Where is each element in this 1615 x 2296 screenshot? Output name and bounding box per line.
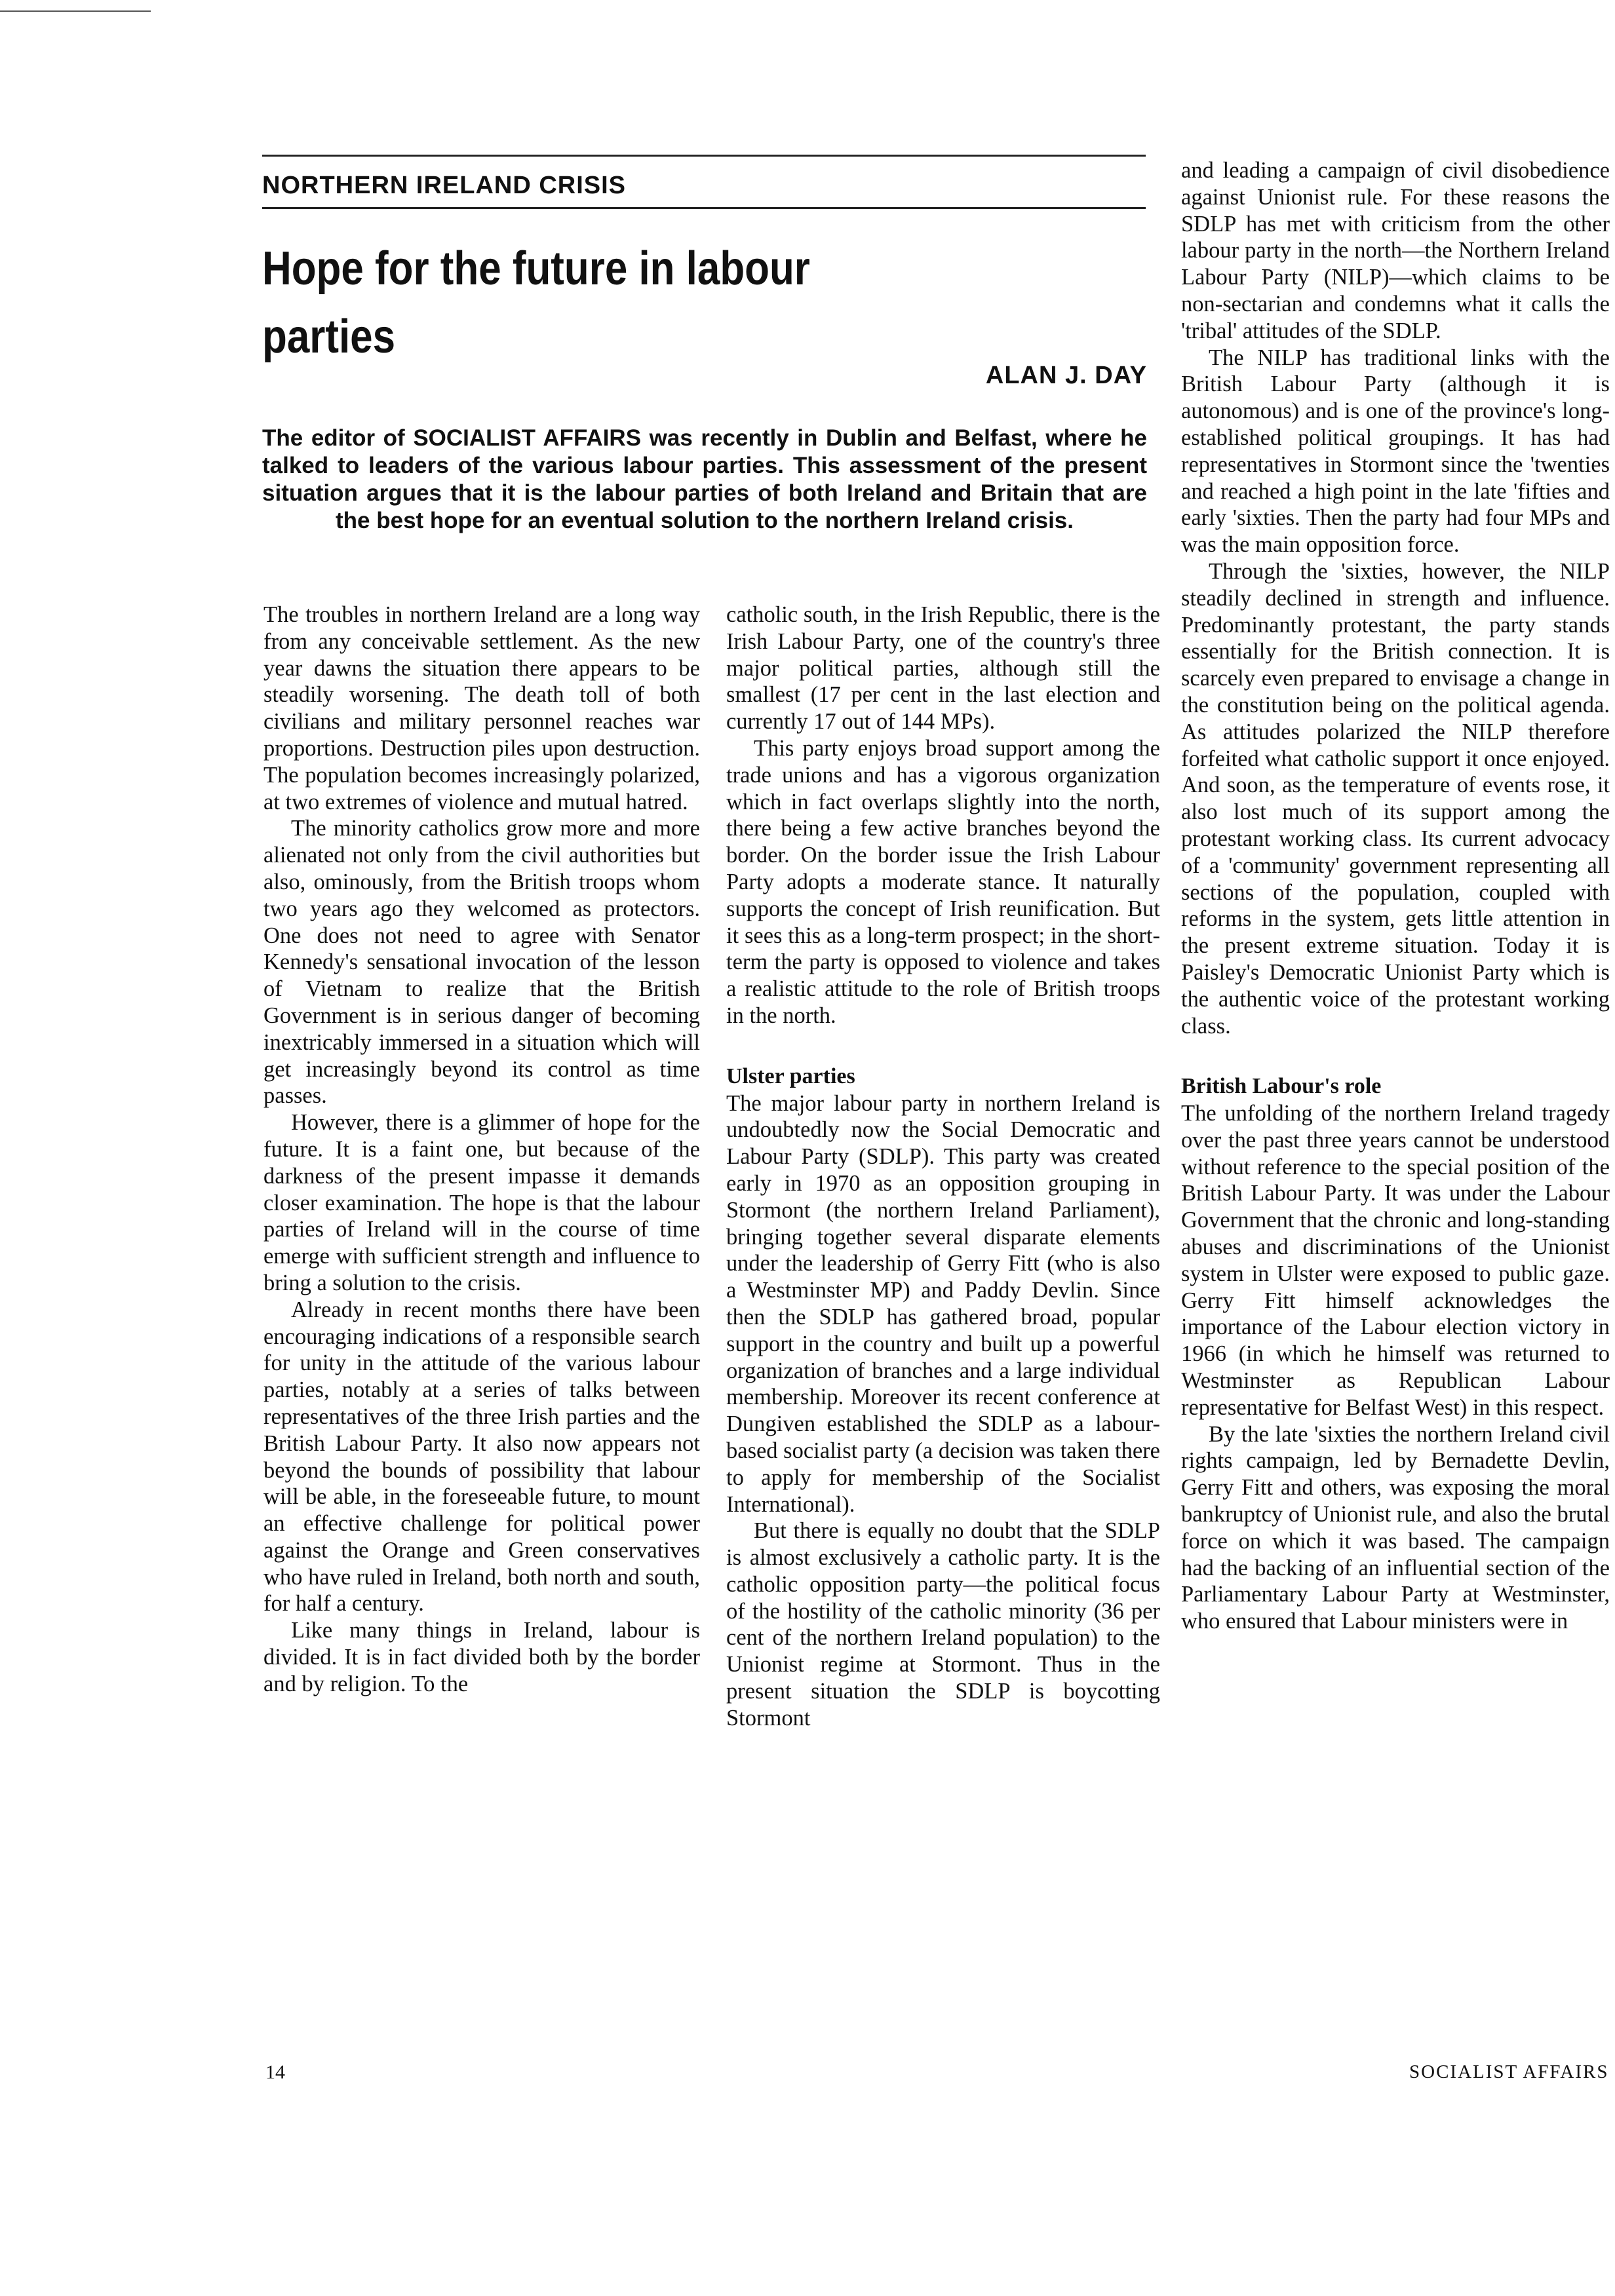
- subheading-ulster-parties: Ulster parties: [726, 1063, 855, 1088]
- scan-edge-line: [0, 10, 151, 12]
- paragraph: and leading a campaign of civil disobedience against Unionist rule. For these reasons the SDLP has met with criticism from the other labour party in the north—the Northern Ireland Labour Party (NILP)—which claims to be non-sectarian and condemns what it calls the 'tribal' attitudes of the SDLP.: [1181, 158, 1610, 343]
- article-column-3: [1181, 157, 1610, 1635]
- paragraph: The unfolding of the northern Ireland tragedy over the past three years cannot be understood without reference to the special position of the British Labour Party. It was under the Labour Government that the chronic and long-standing abuses and discriminations of the Unionist system in Ulster were exposed to public gaze. Gerry Fitt himself acknowledges the importance of the Labour election victory in 1966 (in which he himself was returned to Westminster as Republican Labour representative for Belfast West) in this respect.: [1181, 1101, 1610, 1420]
- section-rule: [262, 207, 1146, 209]
- section-label: NORTHERN IRELAND CRISIS: [262, 172, 627, 199]
- standfirst: The editor of SOCIALIST AFFAIRS was recently in Dublin and Belfast, where he talked to leaders of the various labour parties. This assessment of the present situation argues that it is the labour parties of both Ireland and Britain that are the best hope for an eventual solution to the northern Ireland crisis.: [262, 425, 1147, 533]
- paragraph: The troubles in northern Ireland are a long way from any conceivable settlement. As the new year dawns the situation there appears to be steadily worsening. The death toll of both civilians and military personnel reaches war proportions. Destruction piles upon destruction. The population becomes increasingly polarized, at two extremes of violence and mutual hatred.: [263, 602, 700, 814]
- paragraph: catholic south, in the Irish Republic, there is the Irish Labour Party, one of the country's three major political parties, although still the smallest (17 per cent in the last election and currently 17 out of 144 MPs).: [726, 602, 1160, 735]
- headline: Hope for the future in labour parties: [262, 242, 810, 363]
- paragraph: But there is equally no doubt that the SDLP is almost exclusively a catholic party. It is the catholic opposition party—the political focus of the hostility of the catholic minority (36 per cent of the northern Ireland population) to the Unionist regime at Stormont. Thus in the present situation the SDLP is boycotting Stormont: [726, 1518, 1160, 1731]
- paragraph: By the late 'sixties the northern Ireland civil rights campaign, led by Bernadette Devlin, Gerry Fitt and others, was exposing the moral bankruptcy of Unionist rule, and also the brutal force on which it was based. The campaign had the backing of an influential section of the Parliamentary Labour Party at Westminster, who ensured that Labour ministers were in: [1181, 1421, 1610, 1634]
- paragraph: The major labour party in northern Ireland is undoubtedly now the Social Democratic and Labour Party (SDLP). This party was created early in 1970 as an opposition grouping in Stormont (the northern Ireland Parliament), bringing together several disparate elements under the leadership of Gerry Fitt (who is also a Westminster MP) and Paddy Devlin. Since then the SDLP has gathered broad, popular support in the country and built up a powerful organization of branches and a large individual membership. Moreover its recent conference at Dungiven established the SDLP as a labour-based socialist party (a decision was taken there to apply for membership of the Socialist International).: [726, 1090, 1160, 1517]
- paragraph: The NILP has traditional links with the British Labour Party (although it is autonomous) and is one of the province's long-established political groupings. It has had representatives in Stormont since the 'twenties and reached a high point in the late 'fifties and early 'sixties. Then the party had four MPs and was the main opposition force.: [1181, 345, 1610, 558]
- article-column-2: [726, 602, 1160, 1732]
- author-byline: ALAN J. DAY: [985, 362, 1147, 389]
- page-number: 14: [265, 2061, 285, 2083]
- article-column-1: [263, 602, 700, 1698]
- spacer: [726, 1029, 1160, 1063]
- paragraph: This party enjoys broad support among the trade unions and has a vigorous organization which in fact overlaps slightly into the north, there being a few active branches beyond the border. On the border issue the Irish Labour Party adopts a moderate stance. It naturally supports the concept of Irish reunification. But it sees this as a long-term prospect; in the short-term the party is opposed to violence and takes a realistic attitude to the role of British troops in the north.: [726, 735, 1160, 1028]
- top-rule: [262, 155, 1146, 157]
- spacer: [1181, 1039, 1610, 1073]
- subheading-british-labours-role: British Labour's role: [1181, 1074, 1382, 1099]
- paragraph: Already in recent months there have been encouraging indications of a responsible search for unity in the attitude of the various labour parties, notably at a series of talks between representatives of the three Irish parties and the British Labour Party. It also now appears not beyond the bounds of possibility that labour will be able, in the foreseeable future, to mount an effective challenge for political power against the Orange and Green conservatives who have ruled in Ireland, both north and south, for half a century.: [263, 1297, 700, 1617]
- paragraph: However, there is a glimmer of hope for the future. It is a faint one, but because of the darkness of the present impasse it demands closer examination. The hope is that the labour parties of Ireland will in the course of time emerge with sufficient strength and influence to bring a solution to the crisis.: [263, 1110, 700, 1295]
- paragraph: Through the 'sixties, however, the NILP steadily declined in strength and influence. Predominantly protestant, the party stands essentially for the British connection. It is scarcely even prepared to envisage a change in the constitution being on the political agenda. As attitudes polarized the NILP therefore forfeited what catholic support it once enjoyed. And soon, as the temperature of events rose, it also lost much of its support among the protestant working class. Its current advocacy of a 'community' government representing all sections of the population, coupled with reforms in the system, gets little attention in the present extreme situation. Today it is Paisley's Democratic Unionist Party which is the authentic voice of the protestant working class.: [1181, 558, 1610, 1039]
- paragraph: Like many things in Ireland, labour is divided. It is in fact divided both by the border and by religion. To the: [263, 1618, 700, 1696]
- paragraph: The minority catholics grow more and more alienated not only from the civil authorities but also, ominously, from the British troops whom two years ago they welcomed as protectors. One does not need to agree with Senator Kennedy's sensational invocation of the lesson of Vietnam to realize that the British Government is in serious danger of becoming inextricably immersed in a situation which will get increasingly beyond its control as time passes.: [263, 816, 700, 1109]
- running-title: SOCIALIST AFFAIRS: [1409, 2061, 1609, 2082]
